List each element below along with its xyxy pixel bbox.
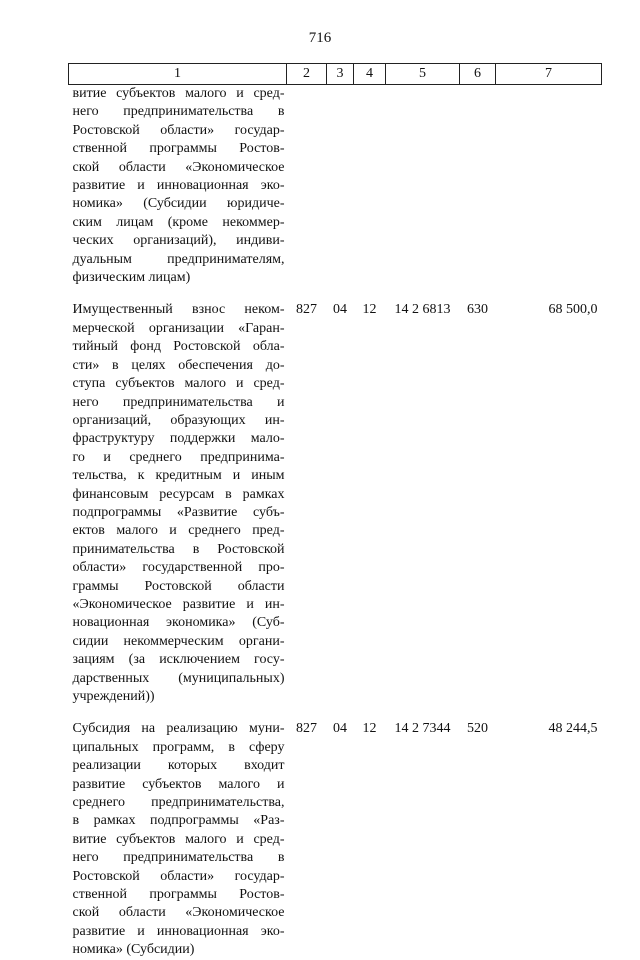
description-line: Имущественный взнос неком- <box>72 302 285 318</box>
col-5-target-article <box>386 85 460 288</box>
description-line: номика» (Субсидии) <box>72 942 195 958</box>
description-line: фраструктуру поддержки мало- <box>72 431 285 447</box>
description-line: среднего предпринимательства, <box>72 795 285 811</box>
description-line: сидии некоммерческим органи- <box>72 633 285 649</box>
description-line: ектов малого и среднего пред- <box>72 523 285 539</box>
description-line: в рамках подпрограммы «Раз- <box>72 813 285 829</box>
header-col-1: 1 <box>69 64 287 85</box>
header-col-6: 6 <box>460 64 496 85</box>
description-line: ским лицам (кроме некоммер- <box>72 214 285 230</box>
description-line: ципальных программ, в сферу <box>72 739 285 755</box>
description-line: учреждений)) <box>72 689 155 704</box>
col-6-expense-type: 520 <box>467 721 488 737</box>
page-number: 716 <box>308 30 332 46</box>
header-col-4: 4 <box>354 64 386 85</box>
header-col-2: 2 <box>287 64 327 85</box>
col-4-subsection: 12 <box>362 302 377 318</box>
description-line: развитие субъектов малого и <box>72 776 285 792</box>
col-3-section: 04 <box>333 302 347 318</box>
header-col-7: 7 <box>496 64 602 85</box>
table-row <box>69 85 602 288</box>
row-description <box>69 85 287 288</box>
header-col-5: 5 <box>386 64 460 85</box>
description-line: сти» в целях обеспечения до- <box>72 357 285 373</box>
description-line: новационная экономика» (Суб- <box>72 615 285 631</box>
description-line: дуальным предпринимателям, <box>72 251 285 267</box>
col-6-expense-type <box>460 85 496 288</box>
row-description <box>69 301 287 706</box>
table-row <box>69 720 602 959</box>
description-line: развитие и инновационная эко- <box>72 178 285 194</box>
description-line: ственной программы Ростов- <box>72 887 285 903</box>
col-5-target-article: 14 2 7344 <box>394 721 451 737</box>
description-line: него предпринимательства в <box>72 850 285 866</box>
description-line: финансовым ресурсам в рамках <box>72 486 285 502</box>
row-description <box>69 720 287 959</box>
description-line: Субсидия на реализацию муни- <box>72 721 285 737</box>
description-line: номика» (Субсидии юридиче- <box>72 196 285 212</box>
col-7-amount: 68 500,0 <box>548 302 598 318</box>
description-line: области» государственной про- <box>72 560 285 576</box>
description-line: го и среднего предпринима- <box>72 449 285 465</box>
description-line: тийный фонд Ростовской обла- <box>72 339 285 355</box>
description-line: ской области «Экономическое <box>72 159 285 175</box>
col-2-code: 827 <box>296 721 317 737</box>
description-line: него предпринимательства в <box>72 104 285 120</box>
description-line: подпрограммы «Развитие субъ- <box>72 504 285 520</box>
description-line: ственной программы Ростов- <box>72 141 285 157</box>
description-line: ской области «Экономическое <box>72 905 285 921</box>
description-line: развитие и инновационная эко- <box>72 923 285 939</box>
col-4-subsection: 12 <box>362 721 377 737</box>
description-line: Ростовской области» государ- <box>72 122 285 138</box>
col-7-amount: 48 244,5 <box>548 721 598 737</box>
description-line: витие субъектов малого и сред- <box>72 86 285 101</box>
description-line: мерческой организации «Гаран- <box>72 320 285 336</box>
description-line: принимательства в Ростовской <box>72 541 285 557</box>
col-2-code <box>287 85 327 288</box>
description-line: граммы Ростовской области <box>72 578 285 594</box>
table-row <box>69 301 602 706</box>
col-4-subsection <box>354 85 386 288</box>
description-line: ческих организаций), индиви- <box>72 233 285 249</box>
header-row <box>69 64 602 85</box>
description-line: тельства, к кредитным и иным <box>72 468 285 484</box>
header-col-3: 3 <box>327 64 354 85</box>
col-7-amount <box>496 85 602 288</box>
description-line: зациям (за исключением госу- <box>72 652 285 668</box>
description-line: него предпринимательства и <box>72 394 285 410</box>
col-2-code: 827 <box>296 302 317 318</box>
description-line: реализации которых входит <box>72 758 285 774</box>
description-line: «Экономическое развитие и ин- <box>72 596 285 612</box>
row-spacer <box>69 706 602 720</box>
col-3-section <box>327 85 354 288</box>
description-line: витие субъектов малого и сред- <box>72 831 285 847</box>
description-line: Ростовской области» государ- <box>72 868 285 884</box>
budget-table <box>68 63 602 960</box>
col-5-target-article: 14 2 6813 <box>394 302 451 318</box>
description-line: дарственных (муниципальных) <box>72 670 285 686</box>
row-spacer <box>69 287 602 301</box>
description-line: организаций, образующих ин- <box>72 412 285 428</box>
description-line: физическим лицам) <box>72 270 191 286</box>
col-6-expense-type: 630 <box>467 302 488 318</box>
col-3-section: 04 <box>333 721 347 737</box>
description-line: ступа субъектов малого и сред- <box>72 376 285 392</box>
